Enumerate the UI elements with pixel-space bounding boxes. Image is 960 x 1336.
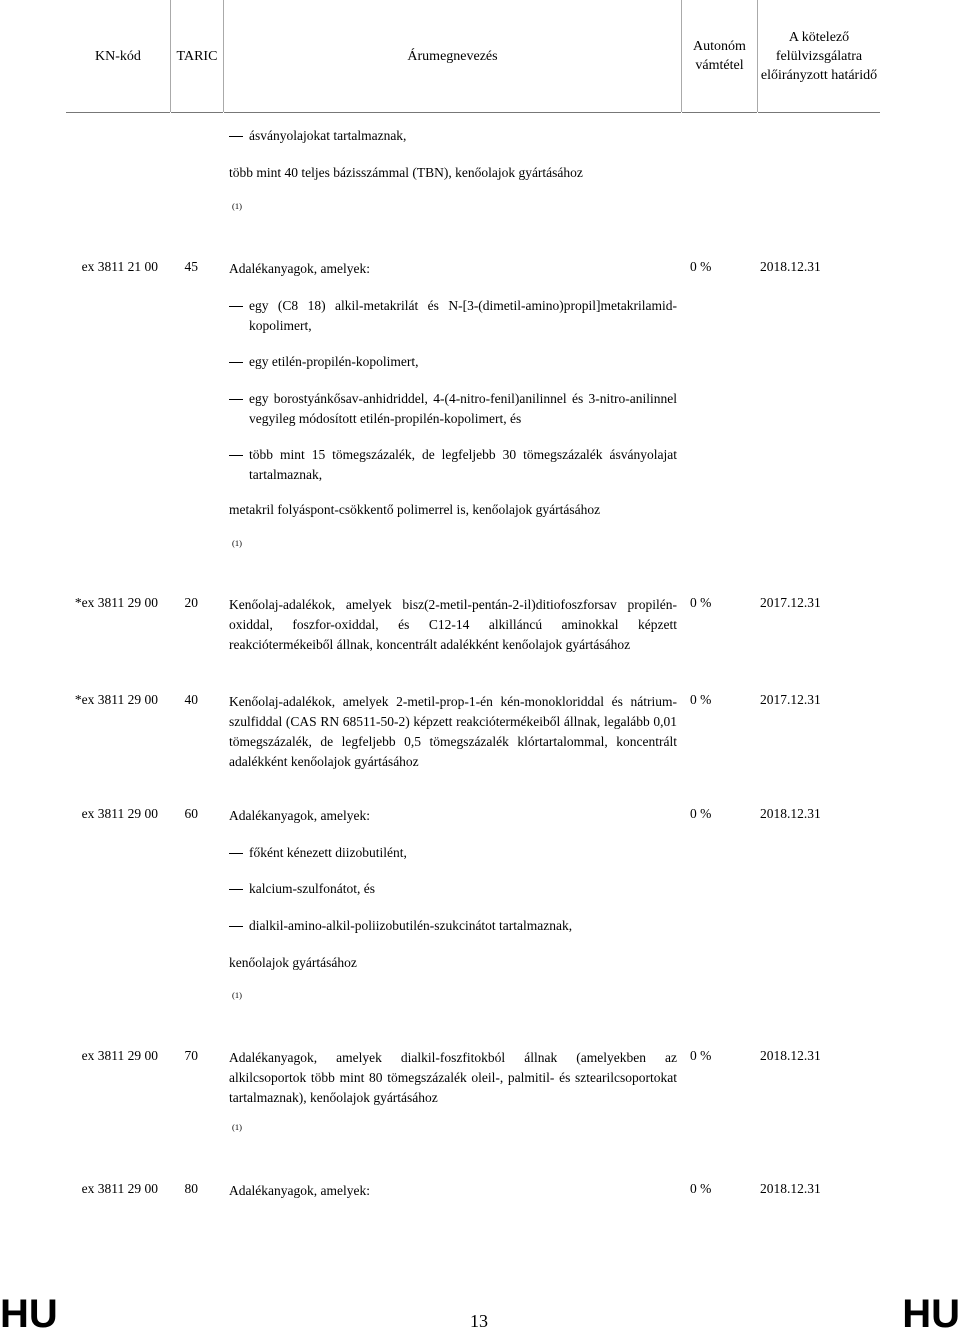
entry-description: Adalékanyagok, amelyek dialkil-foszfitokból állnak (amelyekben az alkilcsoportok több mint 80 tömegszázalék oleil-, palmitil- és sztearilcsoportokat tartalmaznak), kenőolajok gyártásához	[229, 1050, 677, 1105]
indent-item: ásványolajokat tartalmaznak,	[229, 126, 677, 146]
rate-value: 0 %	[690, 1048, 712, 1063]
rate-value: 0 %	[690, 806, 712, 821]
description-line: több mint 40 teljes bázisszámmal (TBN), kenőolajok gyártásához	[229, 165, 583, 180]
indent-item: egy etilén-propilén-kopolimert,	[229, 352, 677, 372]
entry-description: Kenőolaj-adalékok, amelyek bisz(2-metil-pentán-2-il)ditiofoszforsav propilén-oxiddal, foszfor-oxiddal, és C12-14 alkilláncú aminokkal képzett reakciótermékeiből állnak, koncentrált adalékként kenőolajok gyártásához	[229, 597, 677, 652]
deadline-value: 2017.12.31	[760, 595, 821, 610]
taric-code: 45	[184, 259, 198, 274]
entry-description: Adalékanyagok, amelyek:	[229, 1183, 370, 1198]
deadline-value: 2018.12.31	[760, 1181, 821, 1196]
indent-item: több mint 15 tömegszázalék, de legfeljebb 30 tömegszázalék ásványolajat tartalmaznak,	[229, 445, 677, 485]
rate-value: 0 %	[690, 259, 712, 274]
dash-marker	[229, 136, 243, 137]
footnote-ref: (1)	[232, 990, 242, 1000]
kn-code: ex 3811 21 00	[81, 259, 158, 274]
entry-description: Adalékanyagok, amelyek:	[229, 808, 370, 823]
description-line: kenőolajok gyártásához	[229, 955, 357, 970]
kn-code: *ex 3811 29 00	[74, 692, 158, 707]
header-taric: TARIC	[171, 0, 223, 113]
table-header	[0, 0, 960, 118]
indent-item: kalcium-szulfonátot, és	[229, 879, 677, 899]
header-description: Árumegnevezés	[224, 0, 681, 113]
footnote-ref: (1)	[232, 201, 242, 211]
dash-marker	[229, 926, 243, 927]
deadline-value: 2018.12.31	[760, 259, 821, 274]
language-code-right: HU	[902, 1292, 960, 1336]
language-code-left: HU	[0, 1292, 58, 1336]
header-rate: Autonóm vámtétel	[682, 0, 757, 113]
deadline-value: 2018.12.31	[760, 806, 821, 821]
kn-code: ex 3811 29 00	[81, 1181, 158, 1196]
page-number: 13	[470, 1311, 488, 1331]
entry-description: Adalékanyagok, amelyek:	[229, 261, 370, 276]
deadline-value: 2017.12.31	[760, 692, 821, 707]
taric-code: 80	[184, 1181, 198, 1196]
deadline-value: 2018.12.31	[760, 1048, 821, 1063]
indent-item: főként kénezett diizobutilént,	[229, 843, 677, 863]
entry-description: Kenőolaj-adalékok, amelyek 2-metil-prop-1-én kén-monokloriddal és nátrium-szulfiddal (CAS RN 68511-50-2) képzett reakciótermékeiből állnak, legalább 0,01 tömegszázalék, de legfeljebb 0,5 tömegszázalék klórtartalommal, koncentrált adalékként kenőolajok gyártásához	[229, 694, 677, 769]
kn-code: ex 3811 29 00	[81, 806, 158, 821]
taric-code: 20	[184, 595, 198, 610]
header-deadline: A kötelező felülvizsgálatra előirányzott határidő	[758, 0, 880, 113]
indent-item: egy (C8 18) alkil-metakrilát és N-[3-(dimetil-amino)propil]metakrilamid-kopolimert,	[229, 296, 677, 336]
indent-item: egy borostyánkősav-anhidriddel, 4-(4-nitro-fenil)anilinnel és 3-nitro-anilinnel vegyileg módosított etilén-propilén-kopolimert, és	[229, 389, 677, 429]
taric-code: 60	[184, 806, 198, 821]
dash-marker	[229, 362, 243, 363]
description-line: metakril folyáspont-csökkentő polimerrel is, kenőolajok gyártásához	[229, 502, 601, 517]
taric-code: 40	[184, 692, 198, 707]
header-kn-code: KN-kód	[66, 0, 170, 113]
dash-marker	[229, 889, 243, 890]
kn-code: ex 3811 29 00	[81, 1048, 158, 1063]
kn-code: *ex 3811 29 00	[74, 595, 158, 610]
rate-value: 0 %	[690, 1181, 712, 1196]
dash-marker	[229, 455, 243, 456]
taric-code: 70	[184, 1048, 198, 1063]
dash-marker	[229, 399, 243, 400]
indent-item: dialkil-amino-alkil-poliizobutilén-szukcinátot tartalmaznak,	[229, 916, 677, 936]
rate-value: 0 %	[690, 692, 712, 707]
rate-value: 0 %	[690, 595, 712, 610]
footnote-ref: (1)	[232, 538, 242, 548]
dash-marker	[229, 306, 243, 307]
dash-marker	[229, 853, 243, 854]
footnote-ref: (1)	[232, 1122, 242, 1132]
